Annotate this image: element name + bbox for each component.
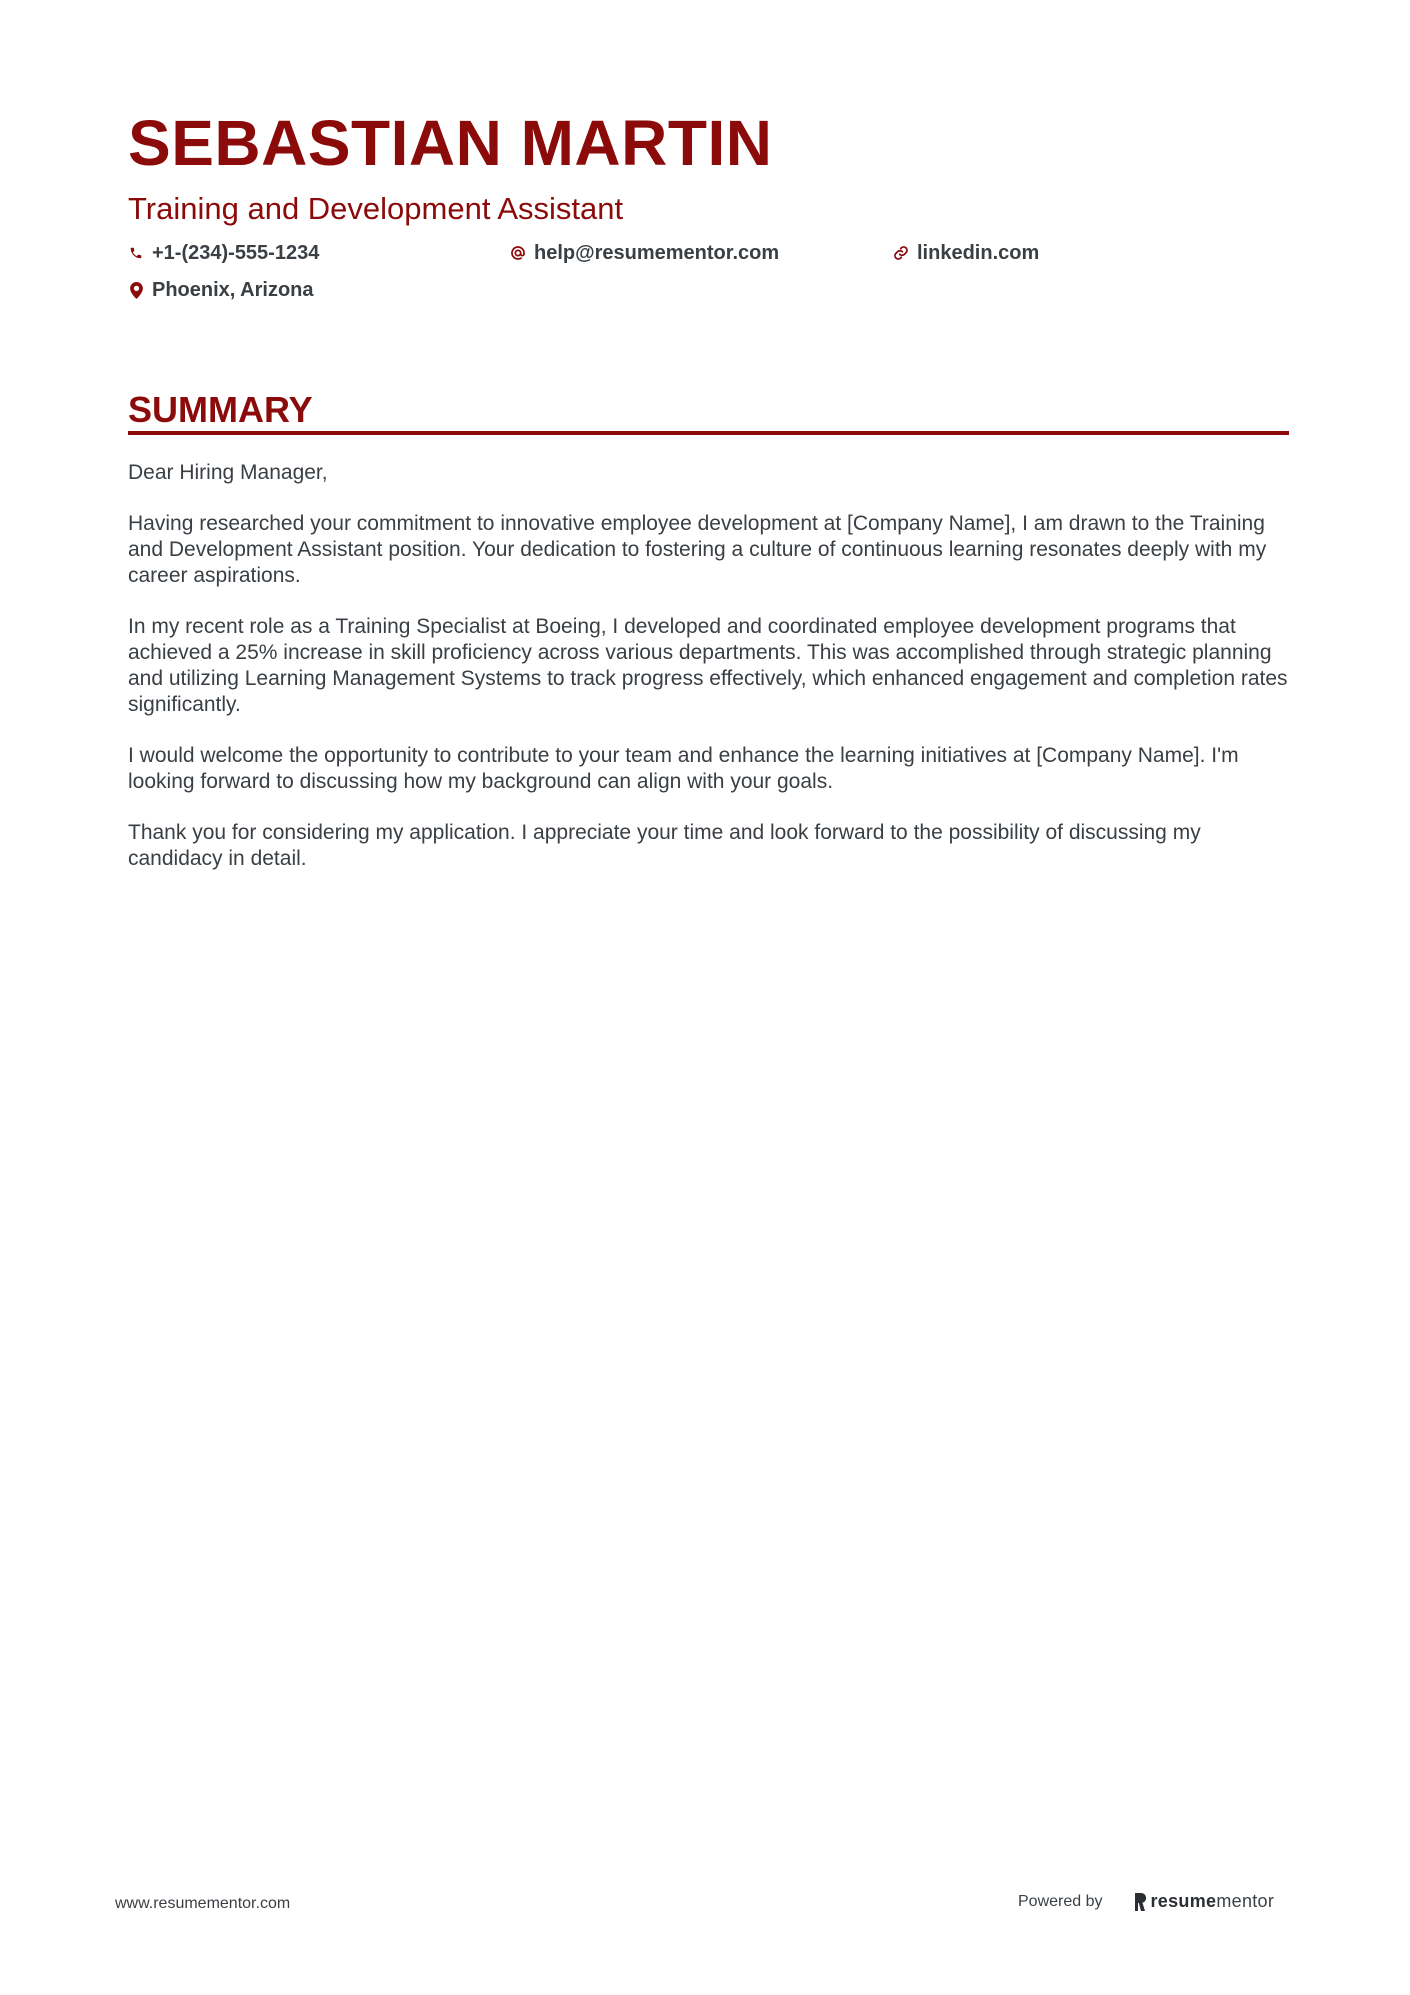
summary-heading: SUMMARY: [128, 389, 313, 430]
link-icon: [893, 244, 909, 262]
email-text: help@resumementor.com: [534, 242, 780, 264]
contact-phone[interactable]: [128, 238, 319, 268]
contact-linkedin[interactable]: [893, 238, 1039, 268]
powered-by-label: Powered by: [1018, 1892, 1103, 1910]
letter-body: [128, 460, 1293, 897]
letter-paragraph: I would welcome the opportunity to contribute to your team and enhance the learning initiatives at [Company Name]. I'm looking forward to discussing how my background can align with your goals.: [128, 743, 1239, 793]
salutation: Dear Hiring Manager,: [128, 461, 328, 484]
contact-location: [128, 275, 314, 305]
letter-paragraph: In my recent role as a Training Specialist at Boeing, I developed and coordinated employee development programs that achieved a 25% increase in skill proficiency across various departments. This was accomplished through strategic planning and utilizing Learning Management Systems to track progress effectively, which enhanced engagement and completion rates significantly.: [128, 615, 1288, 716]
brand-strong: resume: [1150, 1891, 1217, 1911]
contact-row-primary: [128, 238, 1288, 268]
footer-branding: [1018, 1891, 1274, 1912]
closing-paragraph: Thank you for considering my application. I appreciate your time and look forward to the possibility of discussing my candidacy in detail.: [128, 820, 1201, 870]
phone-text: +1-(234)-555-1234: [152, 242, 320, 264]
section-divider: [128, 431, 1289, 435]
resumementor-logo[interactable]: [1133, 1891, 1275, 1912]
linkedin-text: linkedin.com: [917, 242, 1040, 264]
candidate-name: SEBASTIAN MARTIN: [128, 107, 773, 179]
brand-light: mentor: [1216, 1891, 1275, 1911]
location-pin-icon: [128, 281, 144, 299]
location-text: Phoenix, Arizona: [152, 279, 314, 301]
logo-mark-icon: [1133, 1892, 1147, 1912]
contact-email[interactable]: [510, 238, 779, 268]
footer-website[interactable]: www.resumementor.com: [115, 1895, 291, 1912]
job-title: Training and Development Assistant: [128, 191, 624, 226]
contact-row-secondary: [128, 275, 1288, 305]
letter-paragraph: Having researched your commitment to innovative employee development at [Company Name], I am drawn to the Training and Development Assistant position. Your dedication to fostering a culture of continuous learning resonates deeply with my career aspirations.: [128, 512, 1267, 587]
phone-icon: [128, 244, 144, 262]
at-icon: [510, 244, 526, 262]
